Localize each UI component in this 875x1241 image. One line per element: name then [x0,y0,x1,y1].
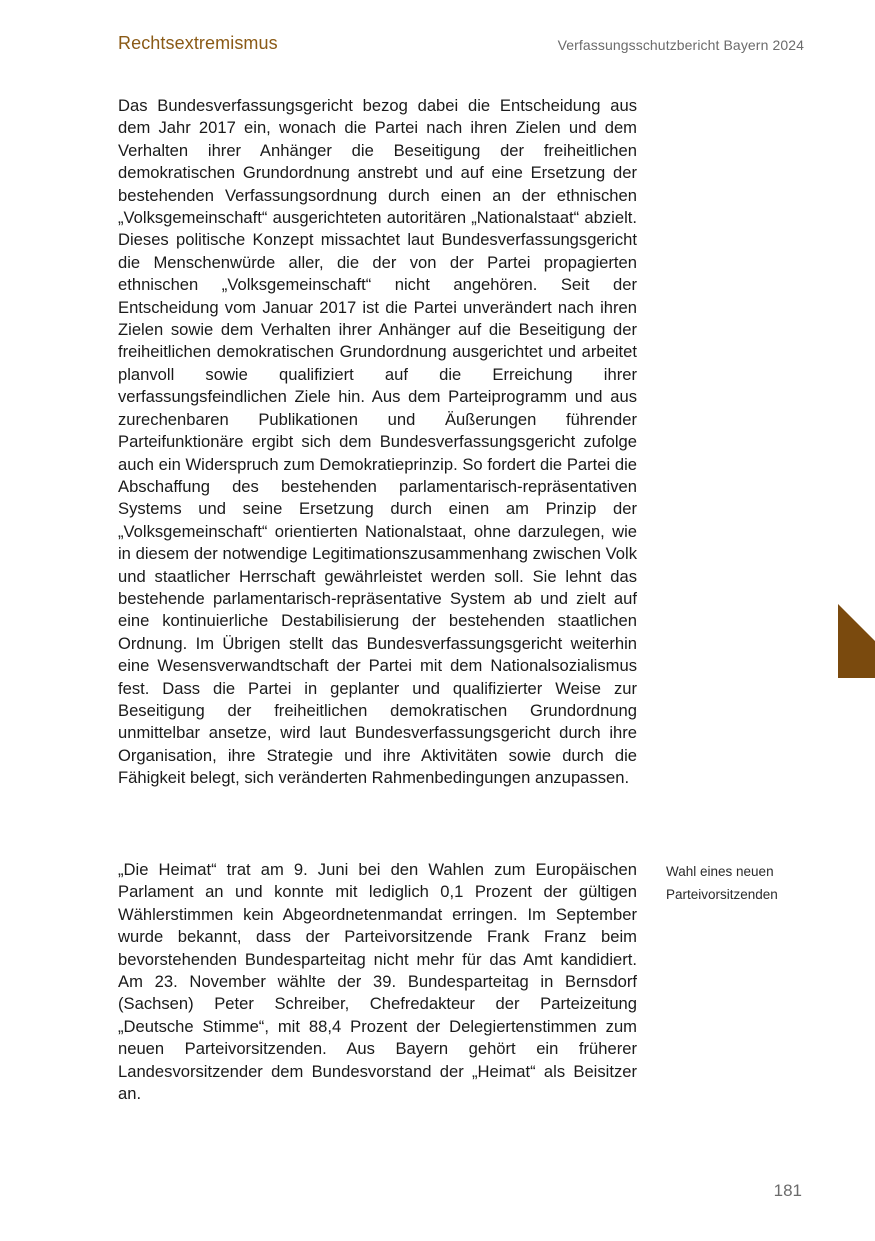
chapter-tab-marker [838,604,875,678]
section-title: Rechtsextremismus [118,33,278,53]
page-number: 181 [773,1181,802,1200]
chapter-tab-shape [838,604,875,678]
margin-note: Wahl eines neuen Parteivorsitzenden [666,864,778,902]
body-paragraph-2: „Die Heimat“ trat am 9. Juni bei den Wahlen zum Europäischen Parlament an und konnte mit lediglich 0,1 Prozent der gültigen Wählerstimmen kein Abgeordnetenmandat erringen. Im September wurde bekannt, dass der Parteivorsitzende Frank Franz beim bevorstehenden Bundesparteitag nicht mehr für das Amt kandidiert. Am 23. November wählte der 39. Bundesparteitag in Bernsdorf (Sachsen) Peter Schreiber, Chefredakteur der Parteizeitung „Deutsche Stimme“, mit 88,4 Prozent der Delegiertenstimmen zum neuen Parteivorsitzenden. Aus Bayern gehört ein früherer Landesvorsitzender dem Bundesvorstand der „Heimat“ als Beisitzer an. [118,860,637,1104]
body-paragraph-1: Das Bundesverfassungsgericht bezog dabei die Entscheidung aus dem Jahr 2017 ein, wonach die Partei nach ihren Zielen und dem Verhalten ihrer Anhänger die Beseitigung der freiheitlichen demokratischen Grundordnung anstrebt und auf eine Ersetzung der bestehenden Verfassungsordnung durch einen an der ethnischen „Volksgemeinschaft“ ausgerichteten autoritären „Nationalstaat“ abzielt. Dieses politische Konzept missachtet laut Bundesverfassungsgericht die Menschenwürde aller, die der von der Partei propagierten ethnischen „Volksgemeinschaft“ nicht angehören. Seit der Entscheidung vom Januar 2017 ist die Partei unverändert nach ihren Zielen sowie dem Verhalten ihrer Anhänger auf die Beseitigung der freiheitlichen demokratischen Grundordnung ausgerichtet und arbeitet planvoll sowie qualifiziert auf die Erreichung ihrer verfassungsfeindlichen Ziele hin. Aus dem Parteiprogramm und aus zurechenbaren Publikationen und Äußerungen führender Parteifunktionäre ergibt sich dem Bundesverfassungsgericht zufolge auch ein Widerspruch zum Demokratieprinzip. So fordert die Partei die Abschaffung des bestehenden parlamentarisch-repräsentativen Systems und seine Ersetzung durch einen am Prinzip der „Volksgemeinschaft“ orientierten Nationalstaat, ohne darzulegen, wie in diesem der notwendige Legitimationszusammenhang zwischen Volk und staatlicher Herrschaft gewährleistet werden soll. Sie lehnt das bestehende parlamentarisch-repräsentative System ab und zielt auf eine kontinuierliche Destabilisierung der bestehenden staatlichen Ordnung. Im Übrigen stellt das Bundesverfassungsgericht weiterhin eine Wesensverwandtschaft der Partei mit dem Nationalsozialismus fest. Dass die Partei in geplanter und qualifizierter Weise zur Beseitigung der freiheitlichen demokratischen Grundordnung unmittelbar ansetze, wird laut Bundesverfassungsgericht durch ihre Organisation, ihre Strategie und ihre Aktivitäten sowie durch die Fähigkeit belegt, sich veränderten Rahmenbedingungen anzupassen. [118,96,637,788]
report-title: Verfassungsschutzbericht Bayern 2024 [557,37,804,53]
